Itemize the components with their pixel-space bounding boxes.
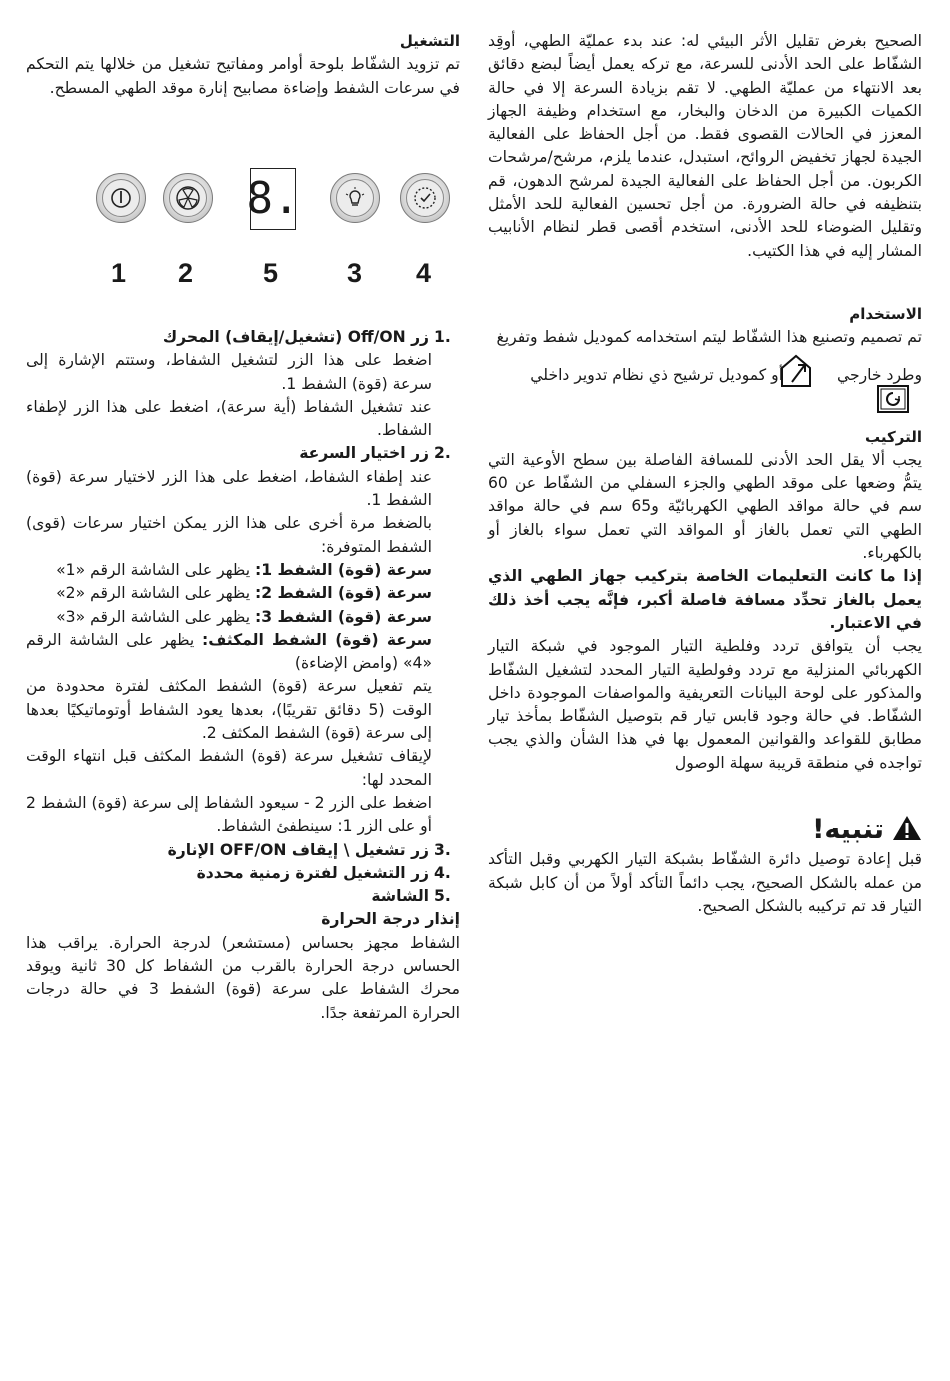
list-item: 4. زر التشغيل لفترة زمنية محددة — [196, 863, 451, 882]
item-title: زر Off/ON (تشغيل/إيقاف) المحرك — [162, 328, 430, 346]
panel-label-2: 2 — [178, 258, 194, 288]
item-title: الشاشة — [371, 887, 430, 906]
list-item: 5. الشاشة — [371, 887, 451, 906]
item-line: اضغط على الزر 2 - سيعود الشفاط إلى سرعة (قوة) الشفط 2 أو على الزر 1: سينطفئ الشفاط. — [26, 793, 432, 836]
warning-text: قبل إعادة توصيل دائرة الشفّاط بشبكة التيار الكهربي وقبل التأكد من عمله بالشكل الصحيح، يجب دائماً التأكد أولاً من أن كابل شبكة التيار قد تم تركيبه بالشكل الصحيح. — [488, 850, 922, 915]
light-button-icon — [330, 173, 380, 223]
controls-list — [26, 326, 460, 1025]
install-bold-note: إذا ما كانت التعليمات الخاصة بتركيب جهاز الطهي الذي يعمل بالغاز تحدِّد مسافة فاصلة أكبر، فإنَّه يجب أخذ ذلك في الاعتبار. — [488, 567, 922, 632]
item-line: يتم تفعيل سرعة (قوة) الشفط المكثف لفترة محدودة من الوقت (5 دقائق تقريبًا)، بعدها يعود الشفاط أوتوماتيكيًا بعدها إلى سرعة (قوة) الشفط المكثف 2. — [26, 677, 432, 743]
list-item: 2. زر اختيار السرعة — [299, 444, 451, 463]
speed-line: سرعة (قوة) الشفط المكثف: يظهر على الشاشة الرقم «4» (وامض الإضاءة) — [26, 630, 432, 673]
usage-title: الاستخدام — [849, 304, 922, 323]
item-line: بالضغط مرة أخرى على هذا الزر يمكن اختيار سرعات (قوى) الشفط المتوفرة: — [26, 514, 432, 556]
panel-label-4: 4 — [416, 258, 432, 288]
install-title: التركيب — [865, 427, 922, 446]
warning-icon — [892, 815, 922, 844]
speed-line: سرعة (قوة) الشفط 1: يظهر على الشاشة الرقم «1» — [56, 560, 432, 579]
panel-label-1: 1 — [111, 258, 127, 288]
temp-alarm-title: إنذار درجة الحرارة — [321, 910, 460, 929]
item-title: زر اختيار السرعة — [299, 444, 430, 463]
usage-modes-text: وطرد خارجي أو كموديل ترشيح ذي نظام تدوير داخلي — [530, 365, 922, 384]
install-text: يجب ألا يقل الحد الأدنى للمسافة الفاصلة بين سطح الأوعية التي يتمُّ وضعها على موقد الطهي والجزء السفلي من الشفّاط عن 60 سم في حالة مواقد الطهي الكهربائيّة و65 سم في حالة مواقد الطهي التي تعمل بالغاز أو المواقد التي تعمل سواء بالغاز أو بالكهرباء. — [488, 450, 922, 563]
control-panel-illustration — [90, 168, 460, 238]
item-title: زر تشغيل \ إيقاف OFF/ON الإنارة — [167, 840, 430, 859]
warning-title: تنبيه! — [812, 814, 884, 846]
intro-paragraph: الصحيح بغرض تقليل الأثر البيئي له: عند بدء عمليّة الطهي، أوقِد الشفّاط على الحد الأدنى للسرعة، مع تركه يعمل أيضاً لبضع دقائق بعد الانتهاء من عمليّة الطهي. لا تقم بزيادة السرعة إلا في حالة الكميات الكبيرة من الدخان والبخار، مع استخدام وظيفة الجهاز المعزز في الحالات القصوى فقط. من أجل الحفاظ على الفعالية الجيدة لجهاز تخفيض الروائح، استبدل، عندما يلزم، مرشح/مرشحات الكربون. من أجل الحفاظ على الفعالية الجيدة لمرشح الدهون، قم بتنظيفه في حالة الضرورة. من أجل تحسين الفعالية للحد الأمثل وتقليل الضوضاء للحد الأدنى، استخدم أقصى قطر لنظام الأنابيب المشار إليه في هذا الكتيب. — [488, 32, 922, 260]
list-item: 1. زر Off/ON (تشغيل/إيقاف) المحرك — [162, 328, 451, 346]
external-vent-icon — [778, 352, 814, 395]
power-button-icon — [96, 173, 146, 223]
usage-text: تم تصميم وتصنيع هذا الشفّاط ليتم استخدامه كموديل شفط وتفريغ — [496, 328, 922, 347]
timer-button-icon — [400, 173, 450, 223]
list-item: 3. زر تشغيل \ إيقاف OFF/ON الإنارة — [167, 840, 451, 859]
left-column — [26, 30, 460, 100]
item-line: عند إطفاء الشفاط، اضغط على هذا الزر لاختيار سرعة (قوة) الشفط 1. — [26, 467, 432, 510]
item-title: زر التشغيل لفترة زمنية محددة — [196, 863, 430, 882]
panel-number-labels — [90, 258, 460, 292]
operation-text: تم تزويد الشفّاط بلوحة أوامر ومفاتيح تشغيل من خلالها يتم التحكم في سرعات الشفط وإضاءة مصابيح إنارة موقد الطهي المسطح. — [26, 55, 460, 97]
fan-speed-button-icon — [163, 173, 213, 223]
display-digit: 8. — [246, 173, 300, 224]
right-column — [488, 30, 922, 918]
item-line: لإيقاف تشغيل سرعة (قوة) الشفط المكثف قبل انتهاء الوقت المحدد لها: — [26, 747, 432, 789]
panel-label-3: 3 — [347, 258, 363, 288]
display-screen — [246, 168, 300, 230]
operation-title: التشغيل — [399, 32, 460, 50]
temp-alarm-text: الشفاط مجهز بحساس (مستشعر) لدرجة الحرارة. يراقب هذا الحساس درجة الحرارة بالقرب من الشفاط كل 30 ثانية ويوقد محرك الشفاط على سرعة (قوة) الشفط 3 في حالة درجات الحرارة المرتفعة جدًا. — [26, 933, 460, 1022]
speed-line: سرعة (قوة) الشفط 2: يظهر على الشاشة الرقم «2» — [56, 584, 432, 603]
usage-modes — [488, 350, 922, 412]
speed-line: سرعة (قوة) الشفط 3: يظهر على الشاشة الرقم «3» — [56, 607, 432, 626]
item-line: عند تشغيل الشفاط (أية سرعة)، اضغط على هذا الزر لإطفاء الشفاط. — [26, 397, 432, 440]
warning-heading — [488, 815, 922, 844]
recirculation-icon — [876, 384, 910, 421]
item-line: اضغط على هذا الزر لتشغيل الشفاط، وستتم الإشارة إلى سرعة (قوة) الشفط 1. — [26, 351, 432, 393]
install-text-2: يجب أن يتوافق تردد وفلطية التيار الموجود في شبكة التيار الكهربائي المنزلية مع تردد وفولطية التيار المحدد لتشغيل الشفّاط والمذكور على لوحة البيانات التعريفية والمواصفات الموجودة داخل الشفّاط. في حالة وجود قابس تيار قم بتوصيل الشفّاط بمأخذ تيار مطابق للقواعد والقوانين المعمول بها في هذا الشأن والذي يجب تواجده في منطقة قريبة سهلة الوصول — [488, 637, 922, 772]
panel-label-5: 5 — [263, 258, 279, 288]
